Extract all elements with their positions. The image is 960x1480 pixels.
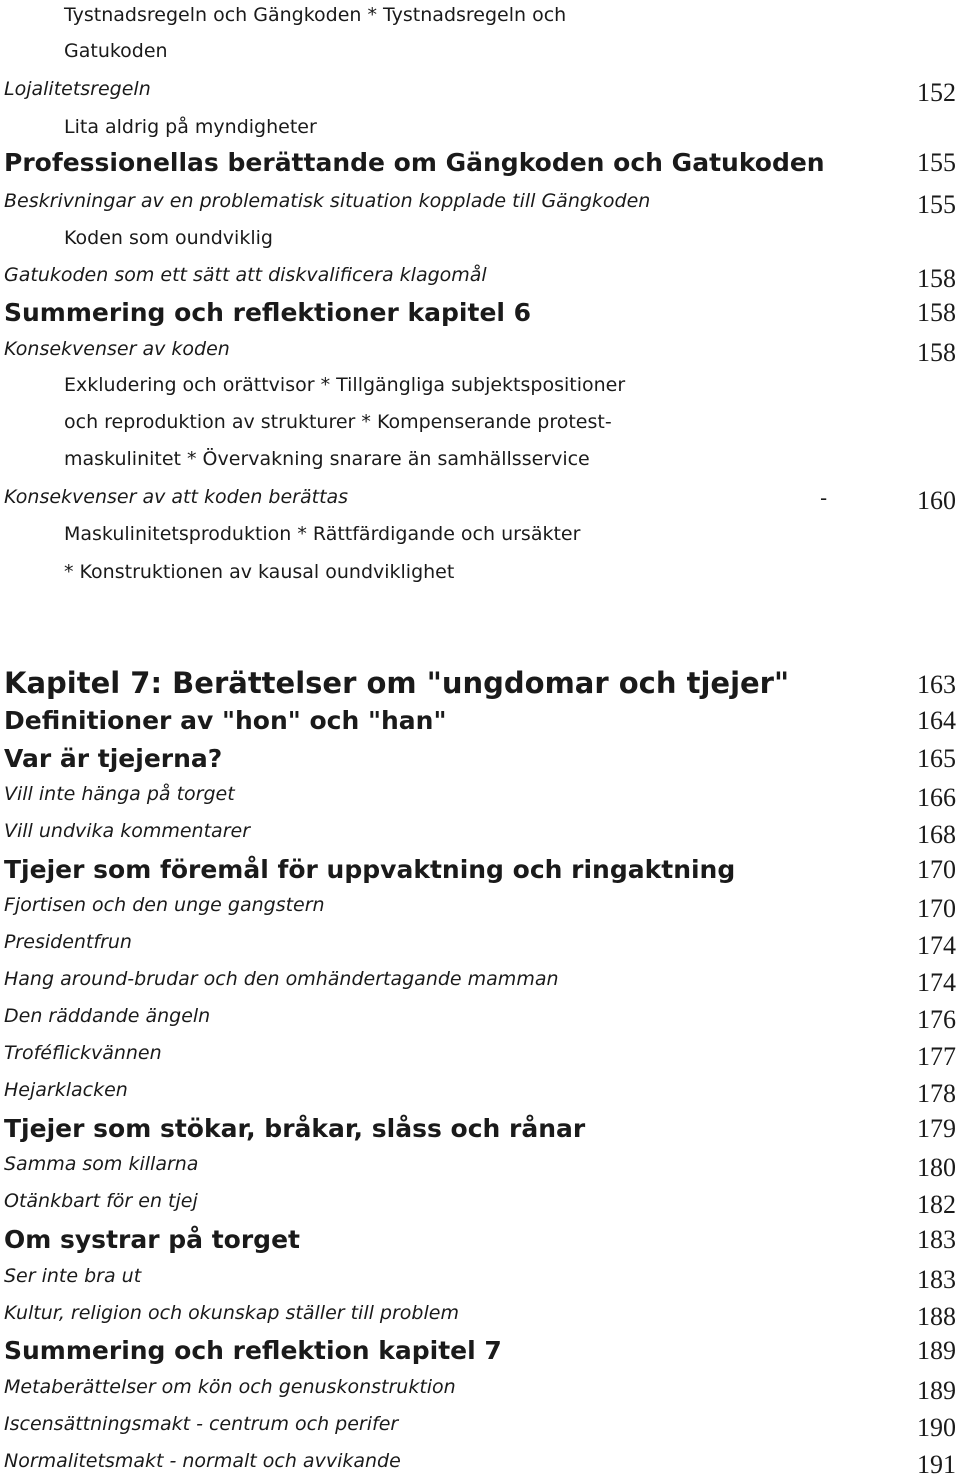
toc-entry-title: Gatukoden — [64, 40, 168, 62]
toc-entry-title: Summering och reflektioner kapitel 6 — [4, 298, 532, 327]
toc-entry-title: Maskulinitetsproduktion * Rättfärdigande och ursäkter — [64, 523, 581, 545]
toc-entry-title: Ser inte bra ut — [4, 1265, 142, 1287]
toc-entry-page-number: 168 — [917, 820, 956, 849]
toc-entry-page-number: 158 — [917, 298, 956, 327]
toc-entry-page-number: 152 — [917, 78, 956, 107]
toc-entry-title: Konsekvenser av att koden berättas — [4, 486, 349, 508]
toc-entry-title: Vill undvika kommentarer — [4, 820, 251, 842]
toc-entry-page-number: 183 — [917, 1265, 956, 1294]
toc-entry-title: Hang around-brudar och den omhändertagande mamman — [4, 968, 559, 990]
toc-entry-page-number: 158 — [917, 338, 956, 367]
toc-entry-page-number: 177 — [917, 1042, 956, 1071]
toc-entry-title: Troféflickvännen — [4, 1042, 162, 1064]
toc-entry-page-number: 166 — [917, 783, 956, 812]
toc-entry-page-number: 170 — [917, 855, 956, 884]
toc-entry-page-number: 163 — [917, 670, 956, 699]
toc-entry-page-number: 158 — [917, 264, 956, 293]
toc-entry-title: Lojalitetsregeln — [4, 78, 151, 100]
toc-entry-page-number: 155 — [917, 190, 956, 219]
toc-entry-page-number: 191 — [917, 1450, 956, 1479]
toc-entry-page-number: 178 — [917, 1079, 956, 1108]
toc-entry-title: Presidentfrun — [4, 931, 132, 953]
toc-entry-title: Konsekvenser av koden — [4, 338, 230, 360]
toc-entry-page-number: 176 — [917, 1005, 956, 1034]
toc-entry-page-number: 174 — [917, 968, 956, 997]
toc-entry-title: maskulinitet * Övervakning snarare än samhällsservice — [64, 448, 590, 470]
toc-entry-page-number: 164 — [917, 706, 956, 735]
toc-entry-title: Tjejer som föremål för uppvaktning och ringaktning — [4, 855, 736, 884]
toc-entry-title: Den räddande ängeln — [4, 1005, 211, 1027]
toc-entry-page-number: 179 — [917, 1114, 956, 1143]
toc-entry-page-number: 188 — [917, 1302, 956, 1331]
toc-entry-title: Metaberättelser om kön och genuskonstruktion — [4, 1376, 456, 1398]
toc-entry-title: Samma som killarna — [4, 1153, 199, 1175]
toc-entry-page-number: 170 — [917, 894, 956, 923]
toc-entry-page-number: 182 — [917, 1190, 956, 1219]
toc-entry-page-number: 174 — [917, 931, 956, 960]
toc-entry-title: Gatukoden som ett sätt att diskvalificera klagomål — [4, 264, 487, 286]
toc-entry-title: och reproduktion av strukturer * Kompenserande protest- — [64, 411, 612, 433]
toc-entry-title: Vill inte hänga på torget — [4, 783, 235, 805]
toc-entry-page-number: 155 — [917, 148, 956, 177]
toc-entry-title: Otänkbart för en tjej — [4, 1190, 198, 1212]
toc-entry-title: Exkludering och orättvisor * Tillgängliga subjektspositioner — [64, 374, 626, 396]
toc-entry-title: Kapitel 7: Berättelser om "ungdomar och tjejer" — [4, 666, 790, 700]
stray-mark: - — [820, 486, 828, 510]
toc-entry-title: Iscensättningsmakt - centrum och perifer — [4, 1413, 399, 1435]
toc-entry-page-number: 180 — [917, 1153, 956, 1182]
toc-entry-title: Beskrivningar av en problematisk situation kopplade till Gängkoden — [4, 190, 651, 212]
toc-entry-title: Tystnadsregeln och Gängkoden * Tystnadsregeln och — [64, 4, 567, 26]
toc-entry-title: Professionellas berättande om Gängkoden och Gatukoden — [4, 148, 825, 177]
toc-entry-title: * Konstruktionen av kausal oundviklighet — [64, 561, 455, 583]
toc-entry-title: Definitioner av "hon" och "han" — [4, 706, 447, 735]
toc-entry-title: Lita aldrig på myndigheter — [64, 116, 317, 138]
toc-entry-page-number: 189 — [917, 1376, 956, 1405]
toc-entry-title: Summering och reflektion kapitel 7 — [4, 1336, 502, 1365]
toc-entry-title: Fjortisen och den unge gangstern — [4, 894, 325, 916]
toc-entry-title: Tjejer som stökar, bråkar, slåss och rånar — [4, 1114, 586, 1143]
toc-entry-page-number: 160 — [917, 486, 956, 515]
toc-entry-page-number: 165 — [917, 744, 956, 773]
toc-entry-title: Koden som oundviklig — [64, 227, 273, 249]
toc-entry-page-number: 189 — [917, 1336, 956, 1365]
toc-entry-page-number: 183 — [917, 1225, 956, 1254]
toc-entry-title: Normalitetsmakt - normalt och avvikande — [4, 1450, 401, 1472]
toc-entry-title: Om systrar på torget — [4, 1225, 300, 1254]
toc-entry-title: Hejarklacken — [4, 1079, 128, 1101]
toc-entry-title: Var är tjejerna? — [4, 744, 223, 773]
toc-entry-title: Kultur, religion och okunskap ställer till problem — [4, 1302, 459, 1324]
toc-entry-page-number: 190 — [917, 1413, 956, 1442]
